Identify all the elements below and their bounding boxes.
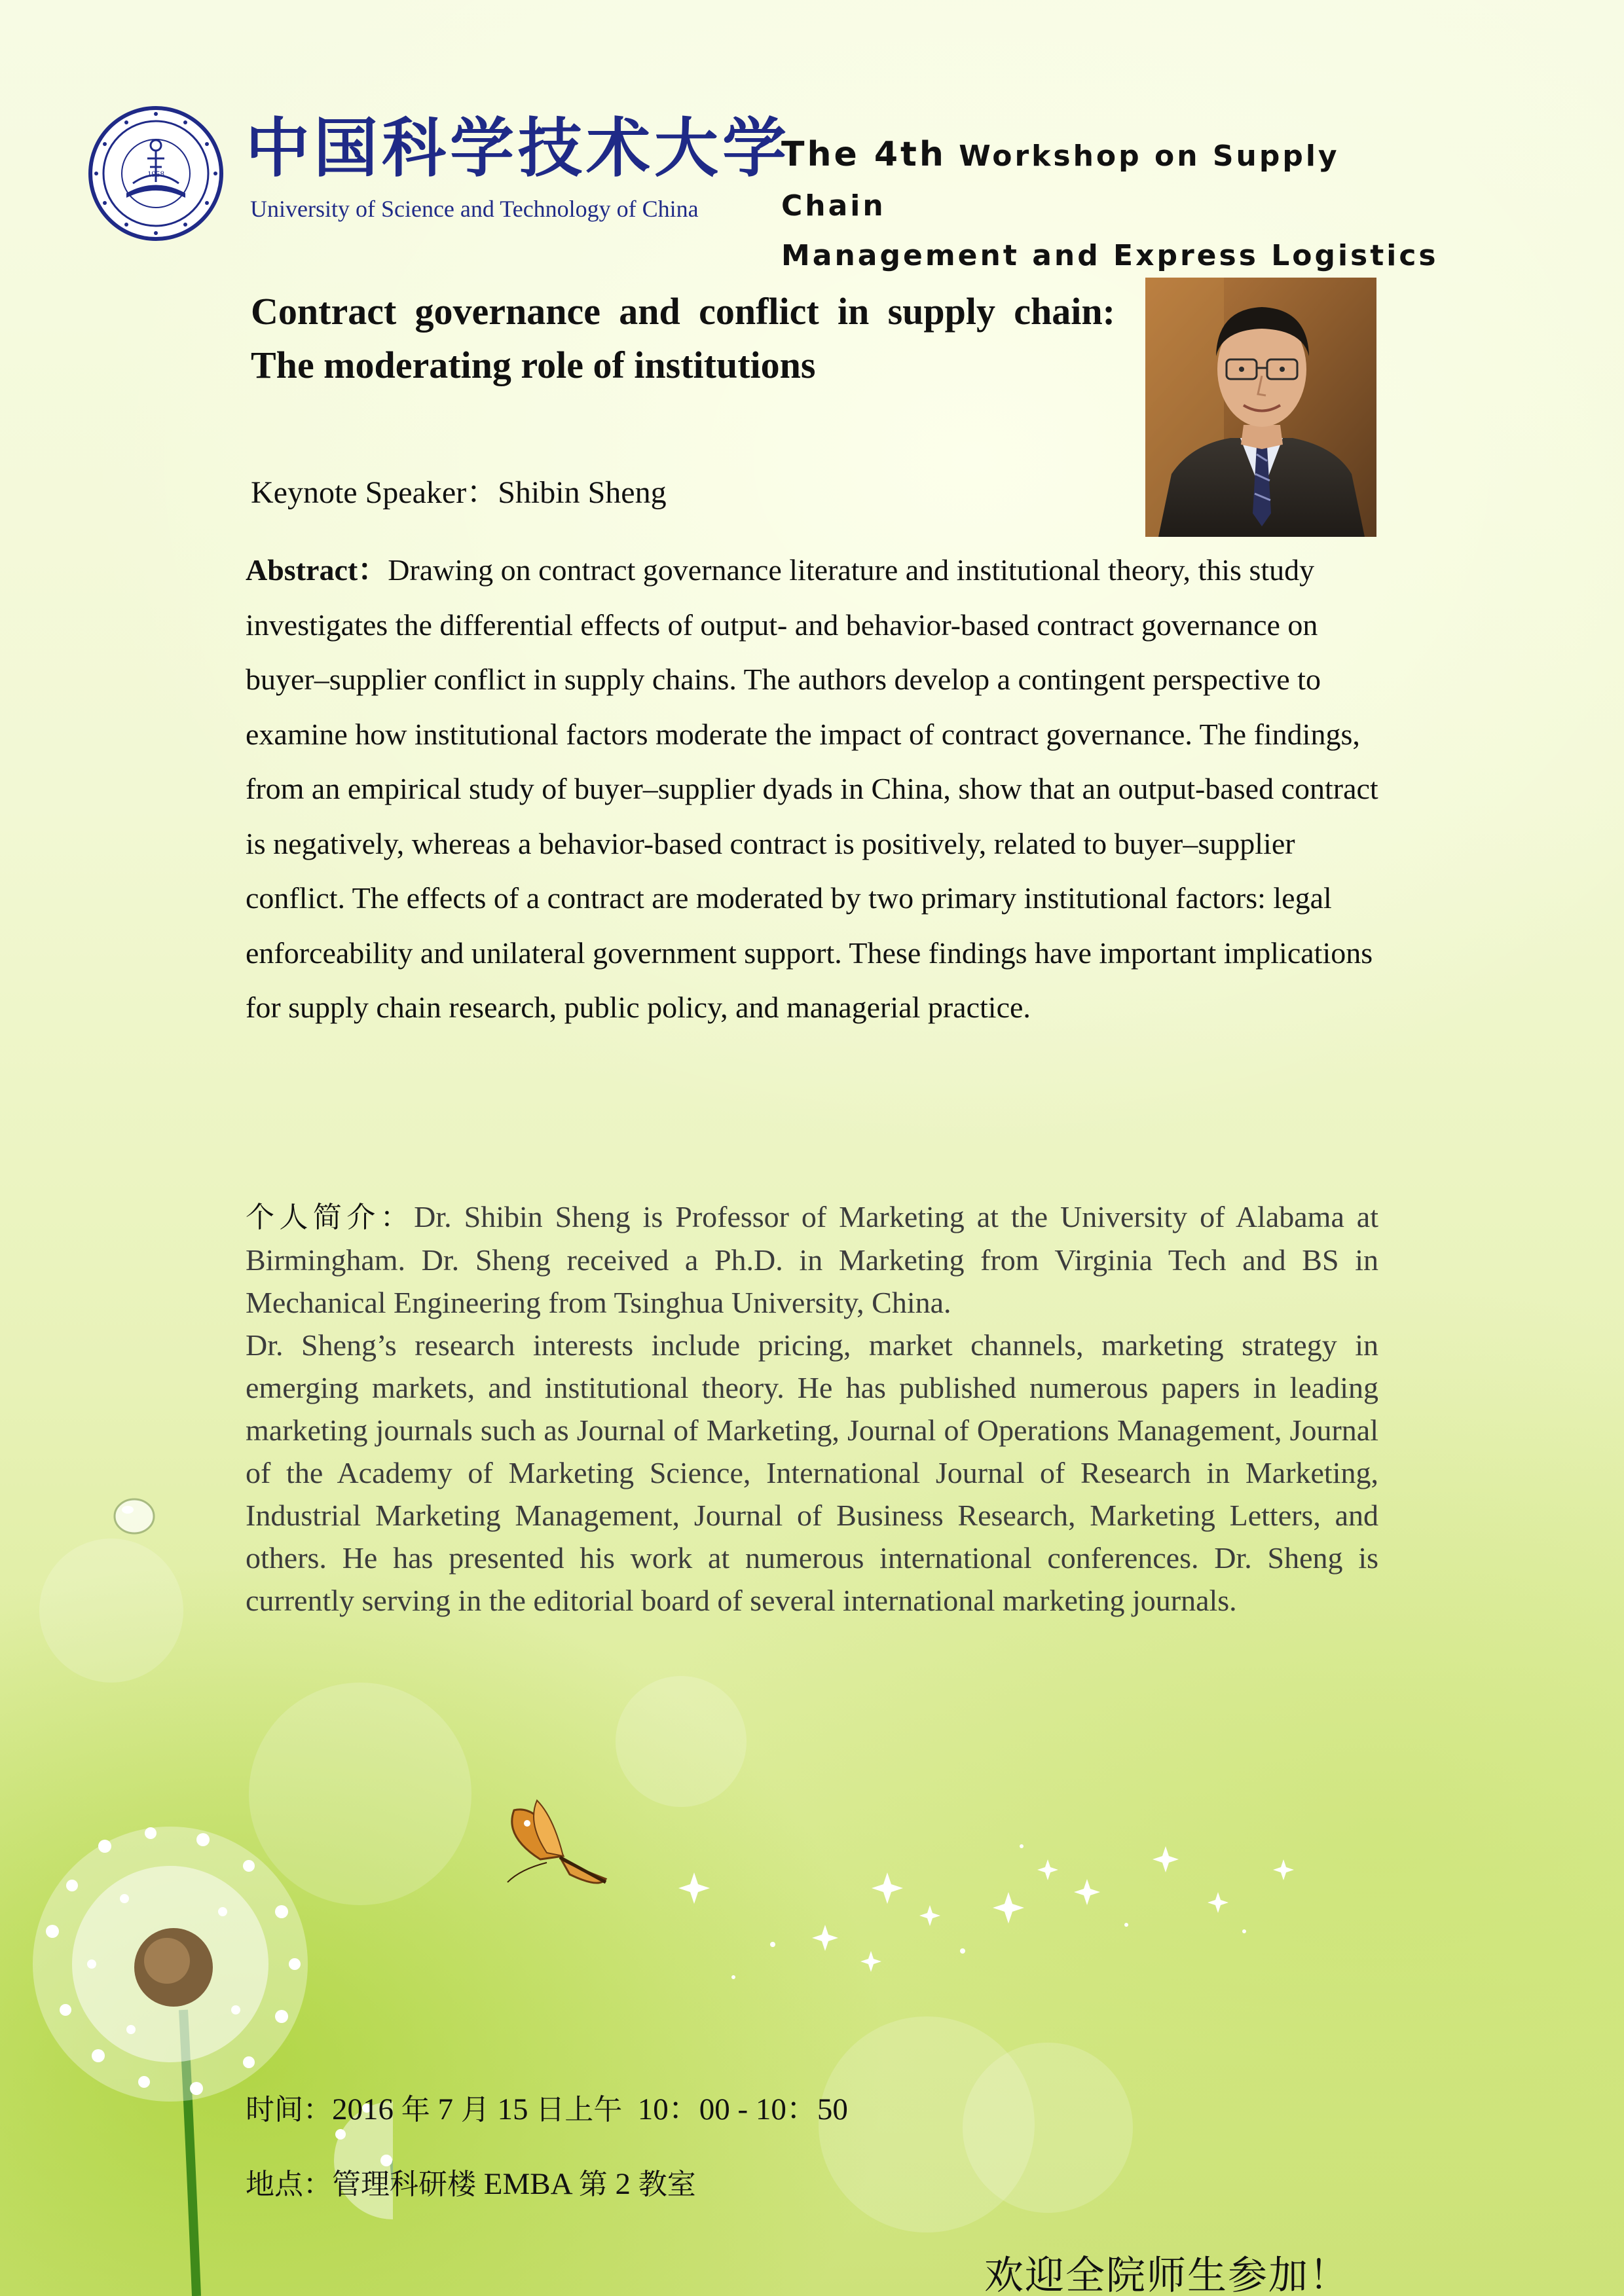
event-end: 10：50 (755, 2092, 848, 2126)
event-venue (246, 2160, 696, 2202)
workshop-title-line1 (781, 130, 1439, 231)
venue-room-number: 2 (615, 2167, 631, 2201)
venue-room-prefix: EMBA (483, 2167, 571, 2201)
butterfly-icon (501, 1797, 616, 1895)
talk-title-line2: The moderating role of institutions (251, 344, 816, 386)
seal-year: 1958 (147, 169, 164, 179)
bokeh-light (39, 1539, 183, 1683)
bio-paragraph-2: Dr. Sheng’s research interests include pricing, market channels, marketing strategy in emerging markets, and institutional theory. He has published numerous papers in leading marketing journals such as Journal of Marketing, Journal of Operations Management, Journal of the Academy of Marketing Science, International Journal of Research in Marketing, Industrial Marketing Management, Journal of Business Research, Marketing Letters, and others. He has presented his work at numerous international conferences. Dr. Sheng is currently serving in the editorial board of several international marketing journals. (246, 1328, 1378, 1617)
dandelion-icon (0, 1768, 393, 2296)
keynote-speaker (251, 467, 667, 512)
event-month: 7 (437, 2092, 453, 2126)
speaker-name: Shibin Sheng (498, 475, 667, 510)
speaker-photo (1145, 278, 1376, 537)
sparkle-icon (655, 1820, 1342, 1990)
event-start: 10：00 (637, 2092, 730, 2126)
welcome-message: 欢迎全院师生参加！ (984, 2253, 1350, 2296)
bio-paragraph-1: Dr. Shibin Sheng is Professor of Marketing at the University of Alabama at Birmingham. Dr. Sheng received a Ph.D. in Marketing from Virginia Tech and BS in Mechanical Engineering from Tsinghua University, China. (246, 1200, 1378, 1319)
talk-title-line1: Contract governance and conflict in supply chain: (251, 290, 1115, 333)
venue-room-char2: 教室 (638, 2168, 696, 2201)
talk-title (251, 285, 1115, 392)
event-time (246, 2085, 848, 2128)
venue-label: 地点： (246, 2168, 332, 2201)
workshop-title-line2: Management and Express Logistics (781, 239, 1439, 272)
event-day-char: 日上午 (536, 2093, 623, 2126)
venue-building: 管理科研楼 (332, 2168, 476, 2201)
university-name-english: University of Science and Technology of China (250, 196, 699, 222)
event-year-char: 年 (401, 2093, 430, 2126)
workshop-name: Workshop on Supply Chain (781, 139, 1340, 223)
university-seal-icon (87, 105, 225, 242)
speaker-bio (246, 1195, 1378, 1622)
event-year: 2016 (332, 2092, 394, 2126)
bokeh-light (616, 1676, 747, 1807)
keynote-label: Keynote Speaker： (251, 475, 498, 510)
water-drop-icon (105, 1491, 170, 1544)
event-dash: - (737, 2092, 748, 2126)
bio-label: 个人简介： (246, 1201, 415, 1234)
abstract-label: Abstract： (246, 553, 388, 587)
bokeh-light (963, 2043, 1133, 2213)
abstract (246, 543, 1385, 1035)
workshop-title (781, 130, 1439, 281)
abstract-text: Drawing on contract governance literature and institutional theory, this study investigates the differential effects of output- and behavior-based contract governance on buyer–supplier conflict in supply chains. The authors develop a contingent perspective to examine how institutional factors moderate the impact of contract governance. The findings, from an empirical study of buyer–supplier dyads in China, show that an output-based contract is negatively, whereas a behavior-based contract is positively, related to buyer–supplier conflict. The effects of a contract are moderated by two primary institutional factors: legal enforceability and unilateral government support. These findings have important implications for supply chain research, public policy, and managerial practice. (246, 553, 1378, 1024)
university-name-chinese: 中国科学技术大学 (246, 111, 791, 186)
workshop-edition: The 4th (781, 135, 946, 174)
venue-room-char1: 第 (578, 2168, 608, 2201)
time-label: 时间： (246, 2093, 332, 2126)
event-day: 15 (497, 2092, 528, 2126)
event-month-char: 月 (460, 2093, 490, 2126)
